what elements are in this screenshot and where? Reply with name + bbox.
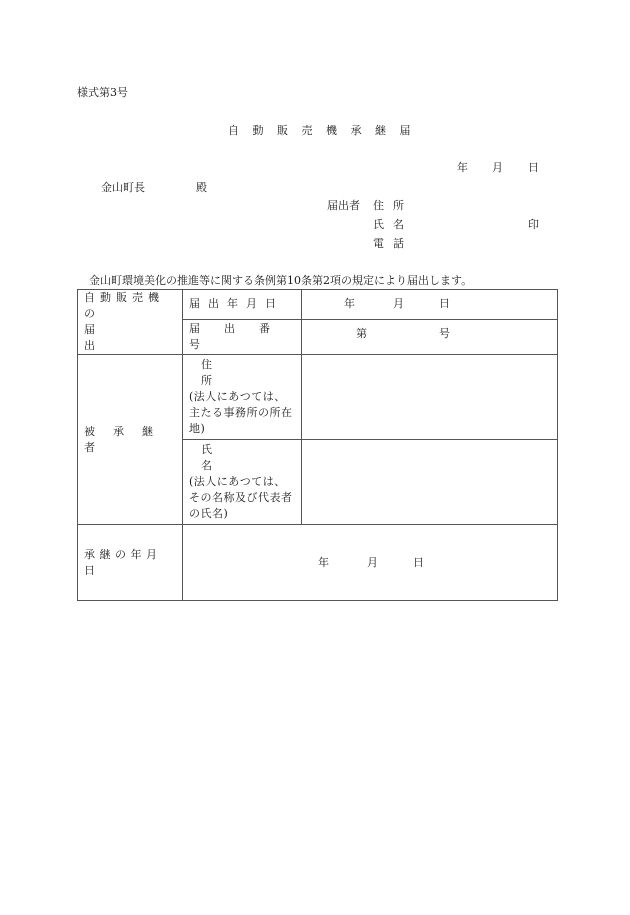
- successor-address-note: (法人にあつては、主たる事務所の所在地): [189, 390, 293, 435]
- successor-name-label: 氏名: [201, 443, 272, 472]
- successor-address-cell: [183, 355, 302, 440]
- statement: 金山町環境美化の推進等に関する条例第10条第2項の規定により届出します。: [89, 274, 473, 287]
- successor-address-label: 住所: [201, 358, 272, 387]
- succession-date-year: 年: [318, 556, 329, 569]
- succession-date-label: 承継の年月日: [78, 525, 183, 601]
- successor-address-value: [302, 355, 558, 440]
- document-title: 自動販売機承継届: [228, 124, 424, 137]
- notification-date-label: 届出年月日: [183, 290, 302, 320]
- notification-table: [77, 289, 558, 601]
- applicant-phone-label: 電話: [373, 237, 413, 250]
- addressee: [101, 181, 207, 194]
- successor-name-cell: [183, 440, 302, 525]
- applicant-name-label: 氏名: [373, 218, 413, 231]
- notification-number-suffix: 号: [439, 326, 450, 340]
- applicant-label: 届出者: [327, 199, 360, 212]
- notification-date-day: 日: [439, 297, 450, 310]
- applicant-address-label: 住所: [373, 199, 413, 212]
- vending-machine-notification-line2: 届出: [84, 323, 165, 352]
- form-number: 様式第3号: [77, 86, 128, 99]
- date-month: 月: [492, 161, 503, 174]
- notification-date-month: 月: [393, 297, 404, 310]
- notification-date-value: [302, 290, 558, 320]
- addressee-honorific: 殿: [196, 181, 207, 194]
- successor-label: 被承継者: [78, 355, 183, 525]
- notification-date-year: 年: [344, 297, 355, 310]
- notification-number-value: [302, 319, 558, 354]
- successor-name-value: [302, 440, 558, 525]
- date-day: 日: [528, 161, 539, 174]
- notification-number-label: 届出番号: [183, 319, 302, 354]
- notification-number-prefix: 第: [356, 326, 367, 340]
- vending-machine-notification-cell: [78, 290, 183, 355]
- succession-date-month: 月: [367, 556, 378, 569]
- date-year: 年: [457, 161, 468, 174]
- vending-machine-notification-line1: 自動販売機の: [84, 291, 164, 320]
- succession-date-value: [183, 525, 558, 601]
- applicant-seal: 印: [528, 218, 539, 231]
- addressee-name: 金山町長: [101, 181, 145, 194]
- successor-name-note: (法人にあつては、その名称及び代表者の氏名): [189, 475, 293, 520]
- succession-date-day: 日: [413, 556, 424, 569]
